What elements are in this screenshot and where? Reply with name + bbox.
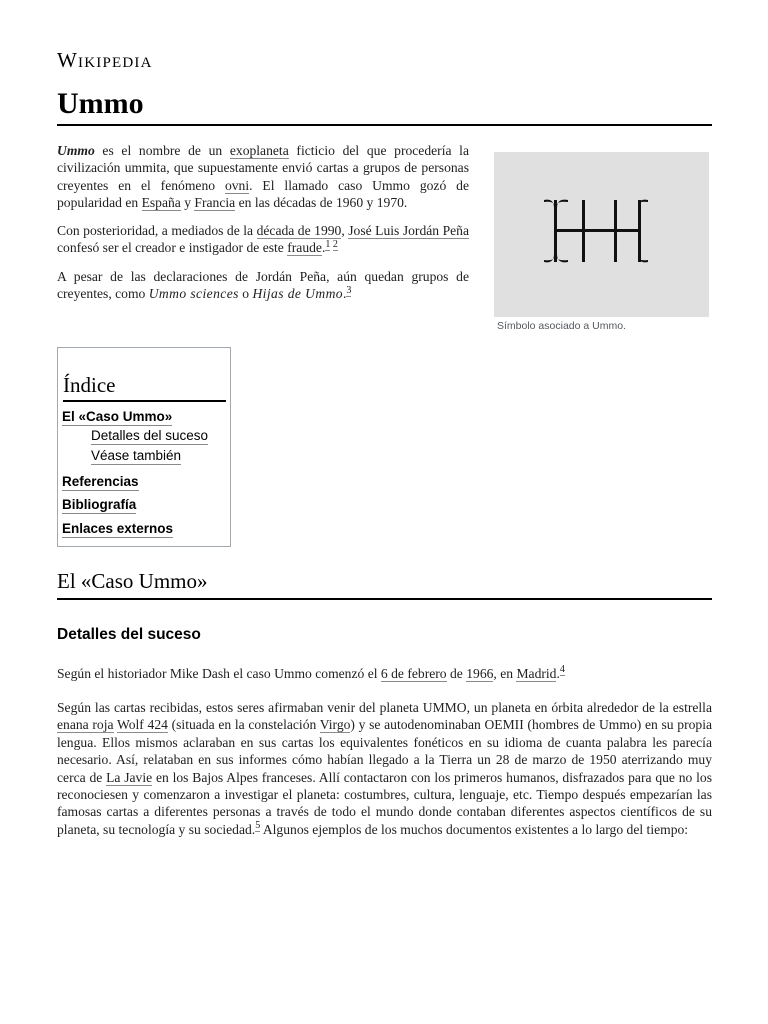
text: es el nombre de un: [94, 143, 230, 158]
text: en los Bajos Alpes franceses. Allí contactaron con los primeros humanos, disfrazados para que no los reconociesen y comenzaron a investigar el planeta: costumbres, cultura, lenguaje, etc. Tiempo después empezarían las famosas cartas a diferentes personas a través de todo el mundo donde contaban diferentes aspectos científicos de su planeta, su tecnología y su sociedad.: [57, 769, 713, 837]
intro-paragraph-2: [57, 222, 469, 257]
link-madrid[interactable]: Madrid: [516, 666, 557, 681]
link-la-javie[interactable]: La Javie: [106, 769, 153, 785]
section-heading: El «Caso Ummo»: [57, 568, 712, 600]
text: (situada en la constelación: [167, 717, 320, 733]
text: ,: [341, 223, 349, 239]
section-paragraph-2: [57, 699, 712, 838]
link-francia[interactable]: Francia: [194, 194, 236, 210]
text: Algunos ejemplos de los muchos documentos existentes a lo largo del tiempo:: [260, 821, 689, 837]
table-of-contents: [57, 347, 231, 547]
toc-title: Índice: [63, 372, 226, 402]
link-1966[interactable]: 1966: [466, 666, 494, 681]
toc-item-referencias[interactable]: Referencias: [62, 474, 139, 489]
text: Según las cartas recibidas, estos seres afirmaban venir del planeta UMMO, un planeta en órbita alrededor de la estrella: [57, 700, 712, 715]
toc-item-detalles[interactable]: Detalles del suceso: [91, 428, 209, 443]
text: . El llamado caso Ummo gozó de popularidad en: [57, 177, 469, 210]
citation: [560, 664, 565, 676]
citation-link-3[interactable]: 3: [346, 284, 352, 296]
text: y: [180, 194, 195, 210]
toc-item-caso-ummo[interactable]: El «Caso Ummo»: [62, 409, 173, 424]
link-enana-roja[interactable]: enana roja: [57, 717, 114, 733]
toc-item-bibliografia[interactable]: Bibliografía: [62, 497, 137, 512]
citation: [346, 285, 351, 297]
article-intro: [57, 142, 469, 313]
text: ficticio del que procedería la civilización ummita, que supuestamente envió cartas a grupos de personas creyentes en el fenómeno: [57, 143, 469, 193]
text: .: [321, 240, 326, 256]
text: ) y se autodenominaban OEMII (hombres de Ummo) en su propia lengua. Ellos mismos aclaraban en sus cartas los equivalentes fonéticos en su idioma de cuanta palabra les parecía necesario. Así, relataban en sus informes cómo habían llegado a la Tierra un 28 de marzo de 1950 aterrizando muy cerca de: [57, 717, 712, 785]
text: A pesar de las declaraciones de Jordán Peña, aún quedan grupos de creyentes, como: [57, 268, 469, 302]
text: o: [238, 286, 253, 302]
text: en las décadas de 1960 y 1970.: [235, 194, 408, 210]
subsection-heading: Detalles del suceso: [57, 626, 201, 643]
text: , en: [493, 666, 517, 681]
citation-link-4[interactable]: 4: [559, 664, 565, 676]
toc-item-enlaces-externos[interactable]: Enlaces externos: [62, 521, 174, 536]
italic-ummo-sciences: Ummo sciences: [148, 286, 239, 302]
text: confesó ser el creador e instigador de este: [57, 240, 288, 256]
citation: [325, 239, 338, 251]
link-espana[interactable]: España: [141, 194, 181, 210]
intro-paragraph-1: [57, 142, 469, 211]
link-wolf-424[interactable]: Wolf 424: [116, 717, 168, 733]
bold-term: Ummo: [57, 143, 95, 158]
text: .: [343, 286, 347, 302]
link-ovni[interactable]: ovni: [224, 177, 250, 193]
page-title: Ummo: [57, 86, 712, 126]
text: Según el historiador Mike Dash el caso Ummo comenzó el: [57, 666, 381, 681]
text: de: [446, 666, 467, 681]
link-jordan-pena[interactable]: José Luis Jordán Peña: [348, 223, 470, 239]
citation-link-2[interactable]: 2: [332, 238, 338, 250]
link-virgo[interactable]: Virgo: [319, 717, 351, 733]
text: Con posterioridad, a mediados de la: [57, 223, 257, 239]
link-6-de-febrero[interactable]: 6 de febrero: [380, 666, 447, 681]
intro-paragraph-3: [57, 268, 469, 303]
italic-hijas-de-ummo: Hijas de Ummo: [252, 286, 343, 302]
link-exoplaneta[interactable]: exoplaneta: [229, 143, 289, 158]
ummo-symbol-icon: [494, 152, 709, 317]
toc-item-vease-tambien[interactable]: Véase también: [91, 448, 182, 463]
link-decada-1990[interactable]: década de 1990: [256, 223, 342, 239]
wikipedia-logo[interactable]: Wikipedia: [57, 48, 153, 72]
citation-link-5[interactable]: 5: [255, 820, 261, 832]
infobox-image[interactable]: [494, 152, 709, 317]
citation-link-1[interactable]: 1: [325, 238, 331, 250]
infobox-caption: Símbolo asociado a Ummo.: [497, 320, 626, 332]
link-fraude[interactable]: fraude: [287, 240, 322, 256]
text: .: [556, 666, 560, 681]
section-paragraph-1: [57, 665, 712, 682]
